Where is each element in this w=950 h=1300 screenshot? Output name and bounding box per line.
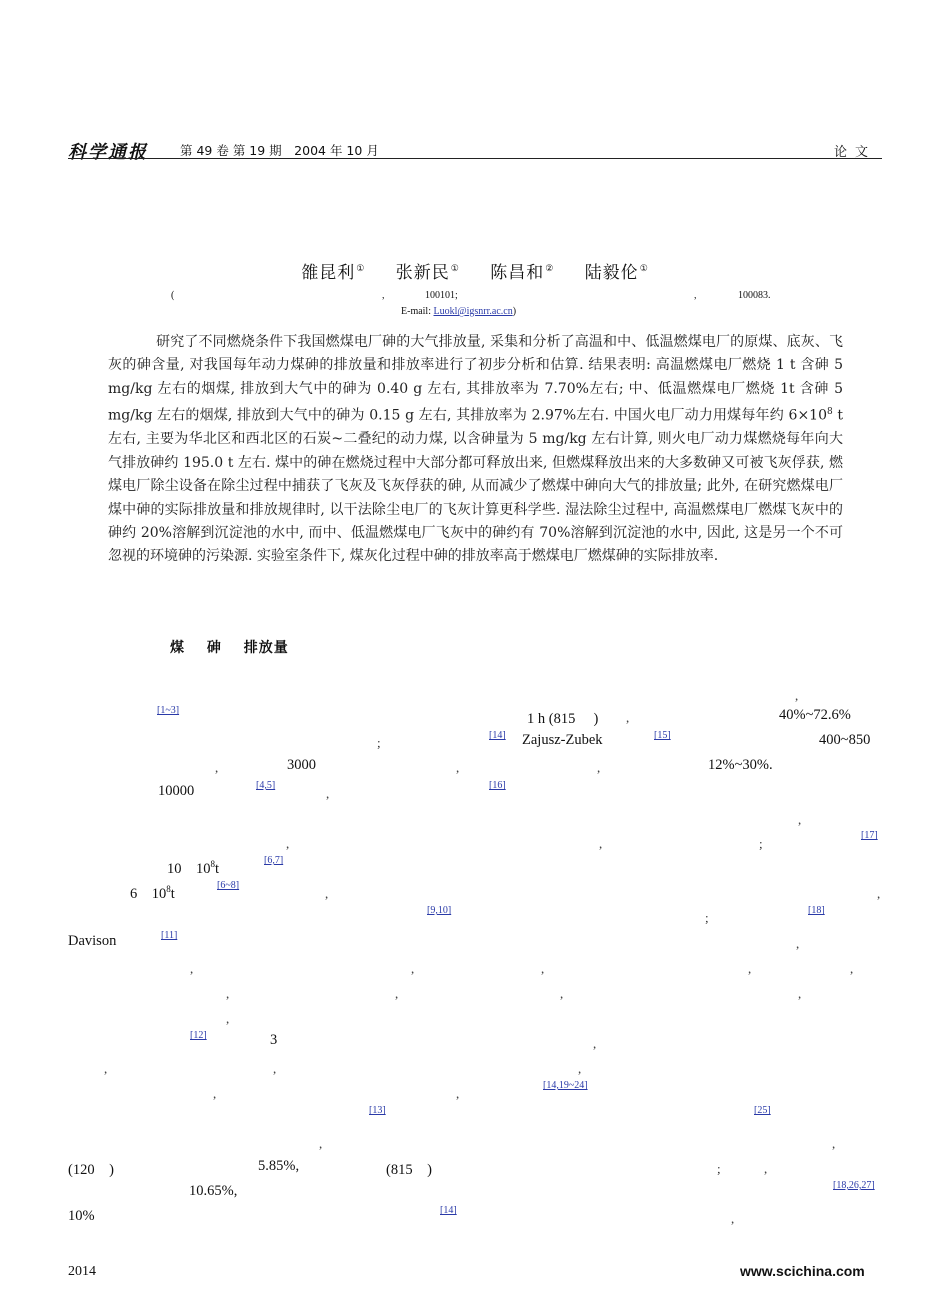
punctuation-mark: , [456,760,460,775]
issue-info: 第 49 卷 第 19 期 2004 年 10 月 [180,143,379,158]
author: 陈昌和② [490,263,555,283]
section-label: 论文 [834,145,877,160]
citation-link[interactable]: [16] [489,780,506,791]
email-line [401,306,516,317]
abstract-exponent: 8 [827,407,833,418]
body-fragment: 3 [270,1032,278,1048]
body-fragment: 3000 [287,757,316,773]
citation-link[interactable]: [4,5] [256,780,276,791]
citation-link[interactable]: [14] [440,1205,457,1216]
citation-link[interactable]: [12] [190,1030,207,1041]
author: 陆毅伦① [584,263,649,283]
citation-link[interactable]: [18] [808,905,825,916]
body-fragment: 10 $10^8t$ [167,859,220,877]
punctuation-mark: , [226,986,230,1001]
affiliation-comma: , [694,290,697,301]
keyword: 砷 [206,640,222,656]
punctuation-mark: , [877,886,881,901]
body-fragment: Zajusz-Zubek [522,732,603,748]
citation-link[interactable]: [18,26,27] [833,1180,875,1191]
punctuation-mark: , [798,812,802,827]
punctuation-mark: , [795,688,799,703]
punctuation-mark: , [626,710,630,725]
affiliation-open: ( [171,290,175,301]
punctuation-mark: , [560,986,564,1001]
citation-link[interactable]: [6~8] [217,880,240,891]
punctuation-mark: , [226,1011,230,1026]
keyword: 煤 [170,640,185,656]
citation-link[interactable]: [9,10] [427,905,452,916]
body-fragment: 40%~72.6% [779,707,851,723]
punctuation-mark: ; [377,735,381,750]
punctuation-mark: , [764,1161,768,1176]
body-fragment: 10000 [158,783,195,799]
body-fragment: 1 h (815 ) [527,711,599,727]
keyword: 排放量 [243,640,289,656]
email-link[interactable]: Luokl@igsnrr.ac.cn [433,306,513,317]
page-number: 2014 [68,1264,96,1279]
affiliation-comma: , [382,290,385,301]
citation-link[interactable]: [13] [369,1105,386,1116]
body-fragment: 10% [68,1208,95,1224]
body-fragment: Davison [68,933,117,949]
punctuation-mark: , [395,986,399,1001]
punctuation-mark: , [850,961,854,976]
punctuation-mark: , [215,760,219,775]
punctuation-mark: ; [717,1161,721,1176]
citation-link[interactable]: [25] [754,1105,771,1116]
punctuation-mark: , [411,961,415,976]
journal-logo: 科学通报 [68,142,148,163]
citation-link[interactable]: [6,7] [264,855,284,866]
punctuation-mark: , [593,1036,597,1051]
citation-link[interactable]: [11] [161,930,178,941]
punctuation-mark: , [798,986,802,1001]
citation-link[interactable]: [1~3] [157,705,180,716]
punctuation-mark: , [213,1086,217,1101]
body-fragment: (815 ) [386,1162,432,1178]
punctuation-mark: ; [759,836,763,851]
punctuation-mark: , [748,961,752,976]
punctuation-mark: , [541,961,545,976]
punctuation-mark: , [325,886,329,901]
body-fragment: 5.85%, [258,1158,300,1174]
punctuation-mark: , [104,1061,108,1076]
affiliation-postcode: 100083. [738,290,771,301]
citation-link[interactable]: [14,19~24] [543,1080,588,1091]
citation-link[interactable]: [17] [861,830,878,841]
punctuation-mark: , [731,1211,735,1226]
affiliation-close: ) [512,306,517,317]
punctuation-mark: , [796,936,800,951]
citation-link[interactable]: [15] [654,730,671,741]
punctuation-mark: , [319,1136,323,1151]
punctuation-mark: , [456,1086,460,1101]
punctuation-mark: , [578,1061,582,1076]
body-fragment: (120 ) [68,1162,114,1178]
author: 雒昆利① [301,263,366,283]
abstract-text: 研究了不同燃烧条件下我国燃煤电厂砷的大气排放量, 采集和分析了高温和中、低温燃煤电厂的原煤、底灰、飞灰的砷含量, 对我国每年动力煤砷的排放量和排放率进行了初步分析和估算. 结果表明: 高温燃煤电厂燃烧 1 t 含砷 5 mg/kg 左右的烟煤, 排放到大气中的砷为 0.40 g 左右, 其排放率为 7.70%左右; 中、低温燃煤电厂燃烧 1t 含砷 5 mg/kg 左右的烟煤, 排放到大气中的砷为 0.15 g 左右, 其排放率为 2.97%左右. 中国火电厂动力用煤每年约 6×10 [108,334,843,424]
body-fragment: 10.65%, [189,1183,238,1199]
keywords [170,637,305,657]
body-fragment: 6 $10^8t$ [130,884,175,902]
email-label: E-mail: [401,306,431,317]
affiliation-postcode: 100101; [425,290,458,301]
author-list [0,258,950,283]
header-rule [68,158,882,159]
punctuation-mark: , [597,760,601,775]
punctuation-mark: , [273,1061,277,1076]
citation-link[interactable]: [14] [489,730,506,741]
body-fragment: 400~850 [819,732,871,748]
abstract-text: t 左右, 主要为华北区和西北区的石炭~二叠纪的动力煤, 以含砷量为 5 mg/kg 左右计算, 则火电厂动力煤燃烧每年向大气排放砷约 195.0 t 左右. 煤中的砷在燃烧过程中大部分都可释放出来, 但燃煤释放出来的大多数砷又可被飞灰俘获, 燃煤电厂除尘设备在除尘过程中捕获了飞灰及飞灰俘获的砷, 从而减少了燃煤中砷向大气的排放量; 此外, 在研究燃煤电厂煤中砷的实际排放量和排放规律时, 以干法除尘电厂的飞灰计算更科学些. 湿法除尘过程中, 高温燃煤电厂燃煤飞灰中的砷约 20%溶解到沉淀池的水中, 而中、低温燃煤电厂飞灰中的砷约有 70%溶解到沉淀池的水中, 因此, 这是另一个不可忽视的环境砷的污染源. 实验室条件下, 煤灰化过程中砷的排放率高于燃煤电厂燃煤砷的实际排放率. [108,407,843,565]
punctuation-mark: , [326,786,330,801]
punctuation-mark: , [599,836,603,851]
punctuation-mark: ; [705,910,709,925]
punctuation-mark: , [286,836,290,851]
punctuation-mark: , [832,1136,836,1151]
punctuation-mark: , [190,961,194,976]
body-fragment: 12%~30%. [708,757,773,773]
author: 张新民① [395,263,460,283]
website-link[interactable]: www.scichina.com [740,1263,865,1279]
abstract [108,331,843,569]
